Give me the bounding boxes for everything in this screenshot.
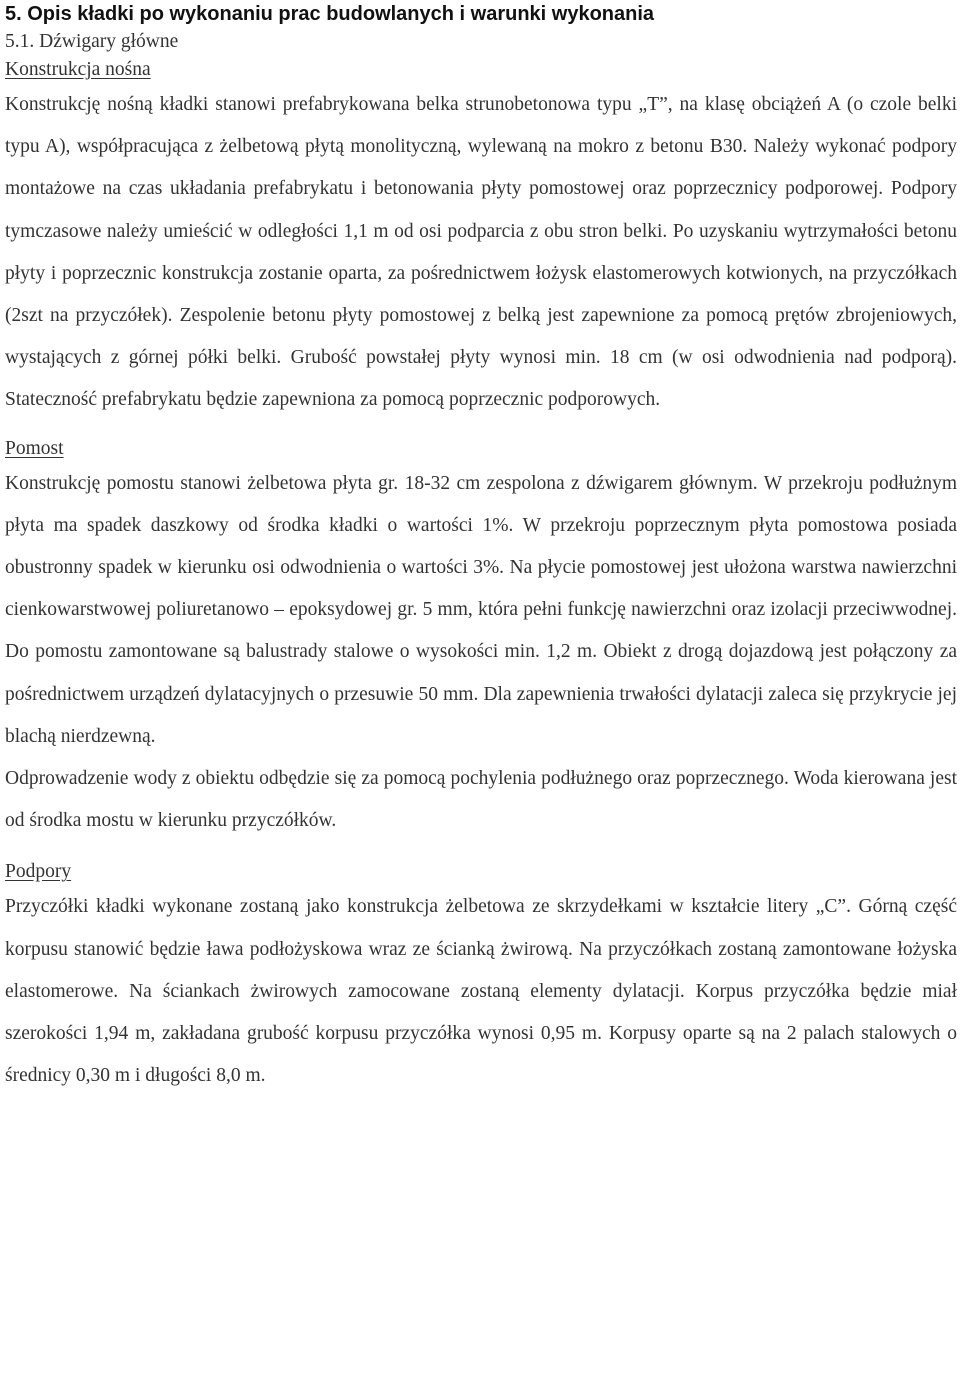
document-page <box>5 0 957 1097</box>
section-title-pomost: Pomost <box>5 437 64 459</box>
paragraph-konstrukcja: Konstrukcję nośną kładki stanowi prefabrykowana belka strunobetonowa typu „T”, na klasę obciążeń A (o czole belki typu A), współpracująca z żelbetową płytą monolityczną, wylewaną na mokro z betonu B30. Należy wykonać podpory montażowe na czas układania prefabrykatu i betonowania płyty pomostowej oraz poprzecznicy podporowej. Podpory tymczasowe należy umieścić w odległości 1,1 m od osi podparcia z obu stron belki. Po uzyskaniu wytrzymałości betonu płyty i poprzecznic konstrukcja zostanie oparta, za pośrednictwem łożysk elastomerowych kotwionych, na przyczółkach (2szt na przyczółek). Zespolenie betonu płyty pomostowej z belką jest zapewnione za pomocą prętów zbrojeniowych, wystających z górnej półki belki. Grubość powstałej płyty wynosi min. 18 cm (w osi odwodnienia nad podporą). Stateczność prefabrykatu będzie zapewniona za pomocą poprzecznic podporowych. <box>5 94 957 411</box>
paragraph-podpory: Przyczółki kładki wykonane zostaną jako konstrukcja żelbetowa ze skrzydełkami w kształcie litery „C”. Górną część korpusu stanowić będzie ława podłożyskowa wraz ze ścianką żwirową. Na przyczółkach zostaną zamontowane łożyska elastomerowe. Na ściankach żwirowych zamocowane zostaną elementy dylatacji. Korpus przyczółka będzie miał szerokości 1,94 m, zakładana grubość korpusu przyczółka wynosi 0,95 m. Korpusy oparte są na 2 palach stalowych o średnicy 0,30 m i długości 8,0 m. <box>5 896 957 1087</box>
subsection-heading: 5.1. Dźwigary główne <box>5 31 179 52</box>
chapter-heading: 5. Opis kładki po wykonaniu prac budowlanych i warunki wykonania <box>5 3 655 25</box>
section-title-konstrukcja: Konstrukcja nośna <box>5 59 151 80</box>
section-title-podpory: Podpory <box>5 861 72 883</box>
paragraph-odprowadzenie-wody: Odprowadzenie wody z obiektu odbędzie się za pomocą pochylenia podłużnego oraz poprzecznego. Woda kierowana jest od środka mostu w kierunku przyczółków. <box>5 768 957 832</box>
paragraph-pomost: Konstrukcję pomostu stanowi żelbetowa płyta gr. 18-32 cm zespolona z dźwigarem głównym. W przekroju podłużnym płyta ma spadek daszkowy od środka kładki o wartości 1%. W przekroju poprzecznym płyta pomostowa posiada obustronny spadek w kierunku osi odwodnienia o wartości 3%. Na płycie pomostowej jest ułożona warstwa nawierzchni cienkowarstwowej poliuretanowo – epoksydowej gr. 5 mm, która pełni funkcję nawierzchni oraz izolacji przeciwwodnej. Do pomostu zamontowane są balustrady stalowe o wysokości min. 1,2 m. Obiekt z drogą dojazdową jest połączony za pośrednictwem urządzeń dylatacyjnych o przesuwie 50 mm. Dla zapewnienia trwałości dylatacji zaleca się przykrycie jej blachą nierdzewną. <box>5 472 957 747</box>
